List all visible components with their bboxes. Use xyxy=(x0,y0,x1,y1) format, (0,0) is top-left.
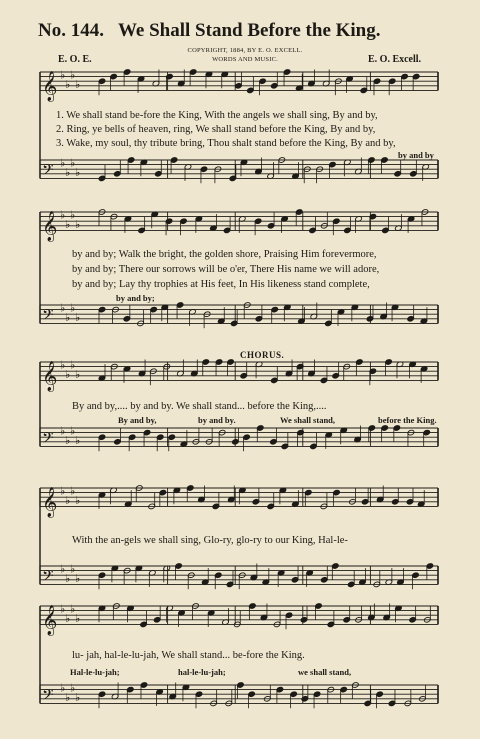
flat-icon: ♭ xyxy=(75,217,81,231)
flat-icon: ♭ xyxy=(60,602,66,616)
bass-cue: by and by. xyxy=(198,415,236,425)
flat-icon: ♭ xyxy=(60,156,66,170)
flat-icon: ♭ xyxy=(65,493,71,507)
hymn-number: No. 144. xyxy=(38,20,104,41)
flat-icon: ♭ xyxy=(60,484,66,498)
verse-line: 1. We shall stand be-fore the King, With the angels we shall sing, By and by, xyxy=(56,110,378,121)
flat-icon: ♭ xyxy=(75,433,81,447)
flat-icon: ♭ xyxy=(70,484,76,498)
bass-cue: by and by; xyxy=(116,293,155,303)
flat-icon: ♭ xyxy=(70,358,76,372)
composer-credit: E. O. Excell. xyxy=(368,54,422,65)
flat-icon: ♭ xyxy=(70,301,76,315)
flat-icon: ♭ xyxy=(65,217,71,231)
bass-clef-icon: 𝄢 xyxy=(42,161,54,183)
copyright-line: WORDS AND MUSIC. xyxy=(212,56,278,63)
flat-icon: ♭ xyxy=(70,156,76,170)
flat-icon: ♭ xyxy=(70,424,76,438)
flat-icon: ♭ xyxy=(75,493,81,507)
flat-icon: ♭ xyxy=(60,301,66,315)
flat-icon: ♭ xyxy=(70,68,76,82)
bass-cue: Hal-le-lu-jah; xyxy=(70,667,120,677)
verse-line: by and by; There our sorrows will be o'er, There His name we will adore, xyxy=(72,264,380,275)
bass-clef-icon: 𝄢 xyxy=(42,306,54,328)
flat-icon: ♭ xyxy=(65,611,71,625)
flat-icon: ♭ xyxy=(65,367,71,381)
flat-icon: ♭ xyxy=(75,77,81,91)
chorus-lyric: lu- jah, hal-le-lu-jah, We shall stand... be-fore the King. xyxy=(72,650,305,661)
bass-clef-icon: 𝄢 xyxy=(42,686,54,708)
flat-icon: ♭ xyxy=(60,424,66,438)
flat-icon: ♭ xyxy=(65,165,71,179)
flat-icon: ♭ xyxy=(65,77,71,91)
bass-clef-icon: 𝄢 xyxy=(42,429,54,451)
flat-icon: ♭ xyxy=(75,611,81,625)
chorus-lyric: By and by,.... by and by. We shall stand... before the King,.... xyxy=(72,401,327,412)
flat-icon: ♭ xyxy=(75,165,81,179)
treble-clef-icon: 𝄞 xyxy=(42,361,58,392)
verse-line: by and by; Lay thy trophies at His feet, In His likeness stand complete, xyxy=(72,279,370,290)
verse-line: 2. Ring, ye bells of heaven, ring, We shall stand before the King, By and by, xyxy=(56,124,376,135)
bass-cue: by and by xyxy=(398,150,434,160)
chorus-lyric: With the an-gels we shall sing, Glo-ry, glo-ry to our King, Hal-le- xyxy=(72,535,348,546)
flat-icon: ♭ xyxy=(75,690,81,704)
bass-cue: before the King. xyxy=(378,415,437,425)
flat-icon: ♭ xyxy=(65,433,71,447)
lyricist-credit: E. O. E. xyxy=(58,54,92,65)
hymn-title: We Shall Stand Before the King. xyxy=(117,20,381,41)
bass-clef-icon: 𝄢 xyxy=(42,567,54,589)
bass-cue: hal-le-lu-jah; xyxy=(178,667,226,677)
flat-icon: ♭ xyxy=(60,681,66,695)
bass-cue: we shall stand, xyxy=(298,667,352,677)
flat-icon: ♭ xyxy=(60,68,66,82)
bass-cue: By and by, xyxy=(118,415,157,425)
treble-clef-icon: 𝄞 xyxy=(42,71,58,102)
treble-clef-icon: 𝄞 xyxy=(42,487,58,518)
flat-icon: ♭ xyxy=(70,208,76,222)
flat-icon: ♭ xyxy=(70,681,76,695)
flat-icon: ♭ xyxy=(60,562,66,576)
flat-icon: ♭ xyxy=(70,562,76,576)
flat-icon: ♭ xyxy=(75,367,81,381)
bass-cue: We shall stand, xyxy=(280,415,336,425)
verse-line: 3. Wake, my soul, thy tribute bring, Thou shalt stand before the King, By and by, xyxy=(56,138,396,149)
treble-clef-icon: 𝄞 xyxy=(42,605,58,636)
flat-icon: ♭ xyxy=(65,571,71,585)
flat-icon: ♭ xyxy=(60,208,66,222)
flat-icon: ♭ xyxy=(60,358,66,372)
flat-icon: ♭ xyxy=(75,571,81,585)
treble-clef-icon: 𝄞 xyxy=(42,211,58,242)
flat-icon: ♭ xyxy=(65,690,71,704)
verse-line: by and by; Walk the bright, the golden shore, Praising Him forevermore, xyxy=(72,249,377,260)
flat-icon: ♭ xyxy=(70,602,76,616)
chorus-label: CHORUS. xyxy=(240,350,285,360)
flat-icon: ♭ xyxy=(65,310,71,324)
copyright-line: COPYRIGHT, 1884, BY E. O. EXCELL. xyxy=(187,47,303,54)
flat-icon: ♭ xyxy=(75,310,81,324)
